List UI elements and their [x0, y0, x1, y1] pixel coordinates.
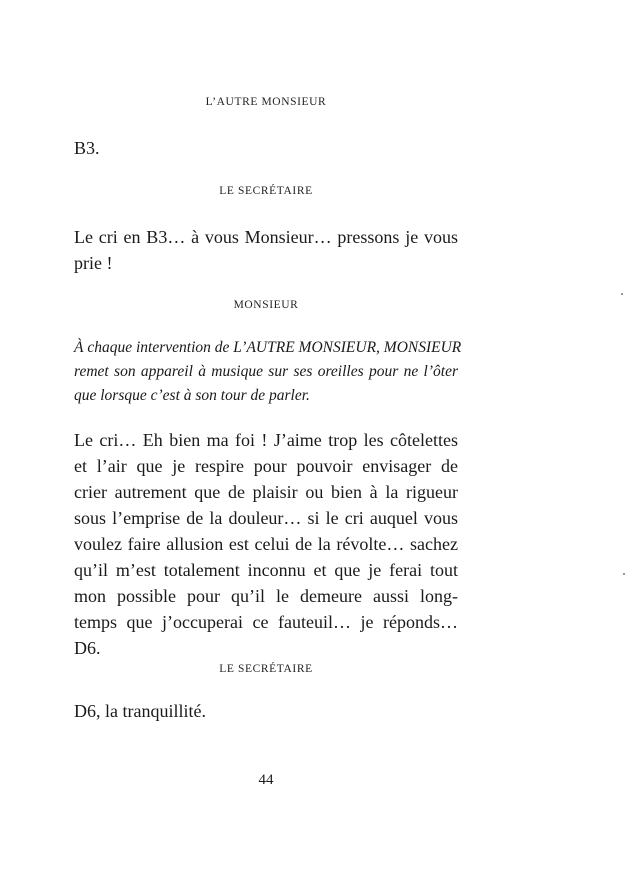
speaker-name: MONSIEUR — [233, 299, 299, 311]
speaker-name: LE SECRÉTAIRE — [219, 663, 313, 675]
speech-line: Le cri… Eh bien ma foi ! J’aime trop les côtelettes — [74, 430, 458, 450]
speech-line: prie ! — [74, 253, 113, 273]
speech-line: D6. — [74, 638, 101, 658]
speech-line: voulez faire allusion est celui de la révolte… sachez — [74, 534, 458, 554]
speech-line: et l’air que je respire pour pouvoir envisager de — [74, 456, 458, 476]
stage-direction-line: remet son appareil à musique sur ses oreilles pour ne l’ôter — [74, 363, 458, 380]
speech-line: sous l’emprise de la douleur… si le cri auquel vous — [74, 508, 458, 528]
speech-line: temps que j’occuperai ce fauteuil… je réponds… — [74, 612, 458, 632]
speech-line: B3. — [74, 138, 100, 158]
speech-line: mon possible pour qu’il le demeure aussi long- — [74, 586, 458, 606]
speech-line: Le cri en B3… à vous Monsieur… pressons je vous — [74, 227, 458, 247]
scan-mark — [623, 573, 625, 575]
scan-mark — [621, 293, 623, 295]
stage-direction-line: À chaque intervention de L’AUTRE MONSIEUR, MONSIEUR — [74, 339, 462, 356]
speech-line: crier autrement que de plaisir ou bien à la rigueur — [74, 482, 458, 502]
speaker-name: LE SECRÉTAIRE — [219, 185, 313, 197]
stage-direction-line: que lorsque c’est à son tour de parler. — [74, 387, 310, 404]
speaker-name: L’AUTRE MONSIEUR — [205, 96, 327, 108]
speech-line: D6, la tranquillité. — [74, 701, 206, 721]
page-number: 44 — [258, 772, 274, 788]
speech-line: qu’il m’est totalement inconnu et que je ferai tout — [74, 560, 458, 580]
